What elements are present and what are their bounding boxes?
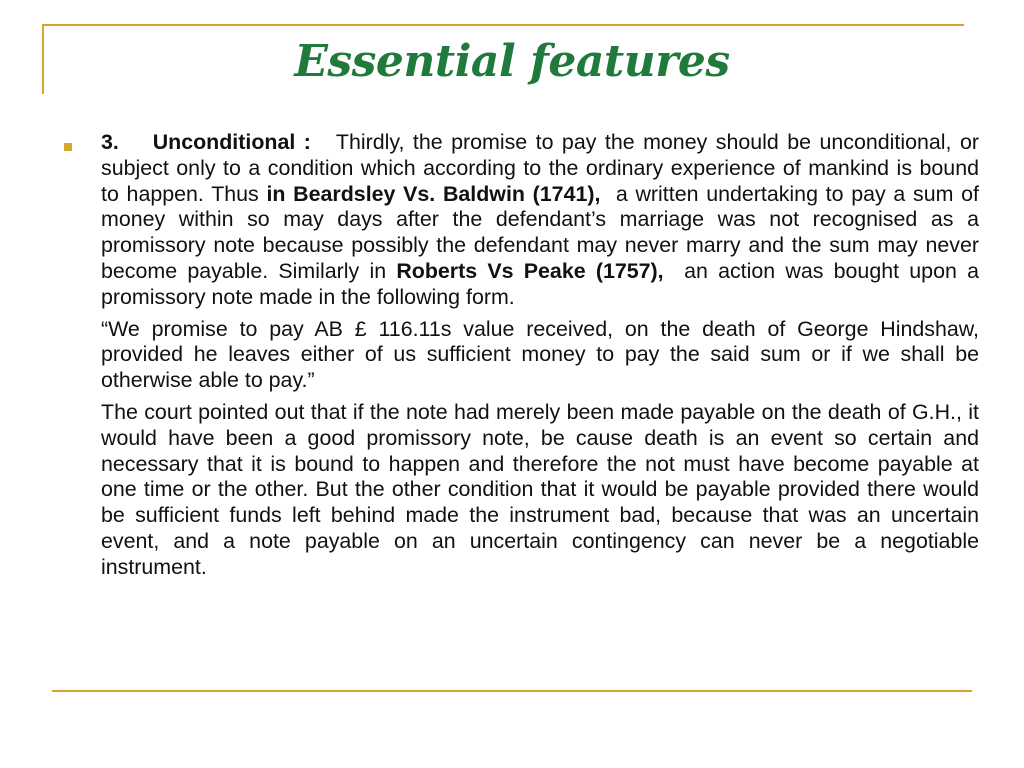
paragraph-court-opinion: The court pointed out that if the note had merely been made payable on the death of G.H., it would have been a good promissory note, be cause death is an event so certain and necessary that it is bound to happen and therefore the not must have become payable at one time or the other. But the other condition that it would be payable provided there would be sufficient funds left behind made the instrument bad, because that was an uncertain event, and a note payable on an uncertain contingency can never be a negotiable instrument. [101, 399, 979, 579]
point-number: 3. [101, 130, 119, 154]
point-heading: Unconditional : [152, 130, 311, 154]
paragraph-quote: “We promise to pay AB £ 116.11s value received, on the death of George Hindshaw, provided he leaves either of us sufficient money to pay the said sum or if we shall be otherwise able to pay.” [101, 316, 979, 393]
paragraph-intro-text: Thirdly, the promise to pay the money should be unconditional, or subject only to a condition which according to the ordinary experience of mankind is bound to happen. Thus [101, 130, 979, 206]
frame-bottom-rule [52, 690, 972, 692]
frame-top-rule [42, 24, 964, 26]
paragraph-middle-text: a written undertaking to pay a sum of money within so may days after the defendant’s marriage was not recognised as a promissory note because possibly the defendant may never marry and the sum may never become payable. Similarly in [101, 181, 979, 283]
slide-title: Essential features [294, 36, 730, 87]
square-bullet-icon [64, 143, 72, 151]
case-citation-beardsley: in Beardsley Vs. Baldwin (1741), [266, 181, 601, 206]
paragraph-end-text: an action was bought upon a promissory note made in the following form. [101, 258, 979, 309]
case-citation-roberts: Roberts Vs Peake (1757), [396, 258, 664, 283]
slide-body [101, 130, 979, 587]
paragraph-unconditional [101, 130, 979, 311]
